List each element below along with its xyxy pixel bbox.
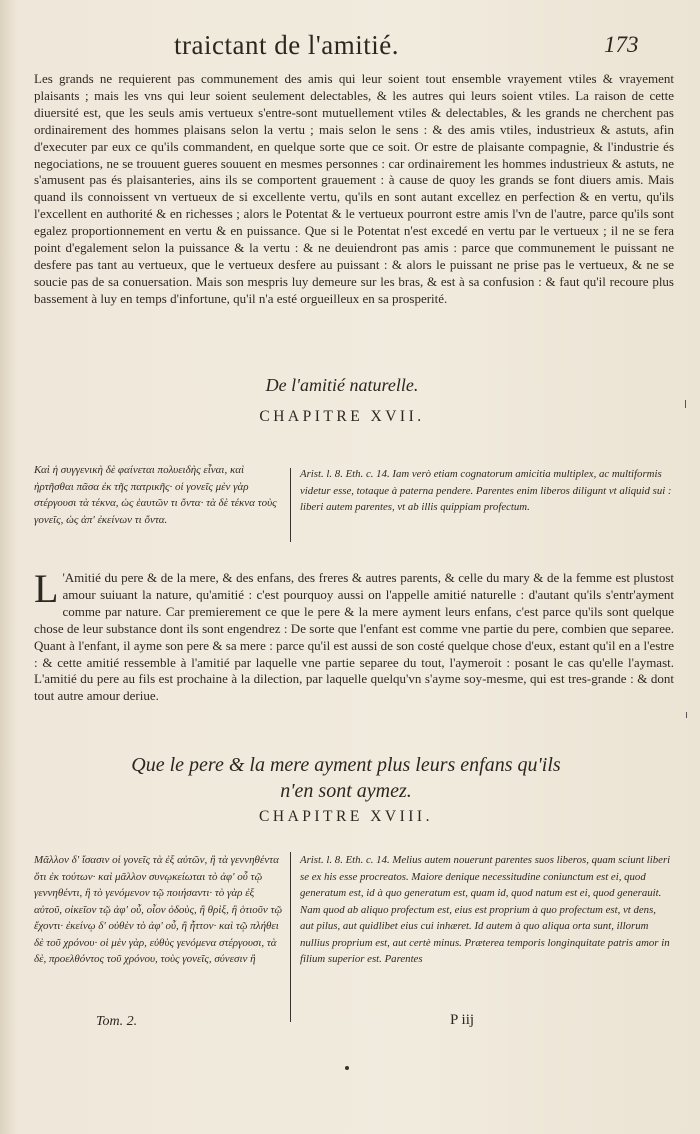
greek-quotation-2: Μᾶλλον δ' ἴσασιν οἱ γονεῖς τὰ ἐξ αὐτῶν, ἢ τὰ γεννηθέντα ὅτι ἐκ τούτων· καὶ μᾶλλον συνῳκείωται τὸ ἀφ' οὗ τῷ γεννηθέντι, ἢ τὸ γενόμενον τῷ ποιήσαντι· τὸ γὰρ ἐξ αὐτοῦ, οἰκεῖον τῷ ἀφ' οὗ, οἷον ὀδοὺς, ἢ θρὶξ, ἢ ὁτιοῦν τῷ ἔχοντι· ἐκείνῳ δ' οὐθὲν τὸ ἀφ' οὗ, ἢ ἧττον· καὶ τῷ πλήθει δὲ τοῦ χρόνου· οἱ μὲν γὰρ, εὐθὺς γενόμενα στέργουσι, τὰ δὲ, προελθόντος τοῦ χρόνου, τοὺς γονεῖς, σύνεσιν ἢ [34, 854, 283, 965]
latin-quotation-2: Arist. l. 8. Eth. c. 14. Melius autem nouerunt parentes suos liberos, quam sciunt liberi se ex his esse procreatos. Maiore denique necessitudine coniunctum est ei, quod generatum est, id à quo generatum est, quam id, quod natum est ei, quod generauit. Nam quod ab aliquo profectum est, eius est proprium à quo profectum est, vt dens, aut pilus, aut quidlibet eius cui inhæret. Id autem à quo aliqua orta sunt, illorum nullius proprium est, aut certè minus. Præterea temporis longinquitate patris amor in filium superior est. Parentes [300, 854, 671, 965]
margin-mark [685, 400, 686, 408]
margin-mark [686, 712, 687, 718]
column-divider [290, 468, 291, 542]
greek-quotation-1: Καὶ ἡ συγγενικὴ δὲ φαίνεται πολυειδὴς εἶναι, καὶ ἠρτῆσθαι πᾶσα ἐκ τῆς πατρικῆς· οἱ γονεῖς μὲν γὰρ στέργουσι τὰ τέκνα, ὡς ἑαυτῶν τι ὄντα· τὰ δὲ τέκνα τοὺς γονεῖς, ὡς ἀπ' ἐκείνων τι ὄντα. [34, 464, 277, 526]
paragraph-2 [34, 566, 674, 705]
ink-dot [345, 1066, 349, 1070]
chapter-xvii-title: CHAPITRE XVII. [259, 408, 425, 425]
chapter-xviii-title: CHAPITRE XVIII. [259, 808, 433, 825]
running-title: traictant de l'amitié. [174, 30, 400, 60]
page-number: 173 [604, 32, 639, 57]
section-2-heading [0, 752, 696, 804]
gathering-mark: P iij [450, 1012, 475, 1028]
section-2-heading-line-2: n'en sont aymez. [280, 780, 412, 802]
latin-quotation-1: Arist. l. 8. Eth. c. 14. Iam verò etiam cognatorum amicitia multiplex, ac multiformis videtur esse, totaque à paterna pendere. Parentes enim liberos diligunt vt aliquid sui : liberi autem parentes, vt ab illis quippiam profectum. [300, 468, 672, 513]
section-2-heading-line-1: Que le pere & la mere ayment plus leurs enfans qu'ils [131, 754, 561, 776]
column-divider [290, 852, 291, 1022]
section-1-heading: De l'amitié naturelle. [265, 375, 419, 395]
drop-cap: L [34, 566, 59, 611]
paragraph-2-text: 'Amitié du pere & de la mere, & des enfans, des freres & autres parents, & celle du mary & de la femme est plustost amour suiuant la nature, qu'amitié : c'est pourquoy aussi on l'appelle amitié naturelle : d'autant qu'ils s'entr'ayment comme par nature. Car premierement ce que le pere & la mere ayment leurs enfans, c'est parce qu'ils sont quelque chose de leur substance dont ils sont engendrez : De sorte que l'enfant est comme vne partie du pere, combien que separee. Quant à l'enfant, il ayme son pere & sa mere : parce qu'il est aussi de son costé quelque chose d'eux, estant qu'il en a l'estre : & cette amitié ressemble à l'amitié par laquelle vne partie separee du tout, l'aymeroit : posant le cas qu'elle l'aymast. L'amitié du pere au fils est prochaine à la dilection, par laquelle quelqu'vn s'ayme soy-mesme, qui est tres-grande : & dont tout autre amour deriue. [34, 570, 674, 704]
signature-mark: Tom. 2. [96, 1014, 138, 1029]
paragraph-1: Les grands ne requierent pas communement des amis qui leur soient tout ensemble vrayement vtiles & vrayement plaisants ; mais les vns qui leur soient seulement delectables, & les autres qui leurs soient vtiles. La raison de cette diuersité est, que les seuls amis vertueux s'entre-sont mutuellement vtiles & delectables, & les grands ne cherchent pas ordinairement des hommes plaisans selon la vertu ; mais selon le sens : & des amis vtiles, industrieux & astuts, afin d'executer par eux ce qu'ils commandent, en quelque sorte que ce soit. Or estre de plaisante compagnie, & l'industrie és negociations, ne se trouuent gueres souuent en mesmes personnes : car ordinairement les hommes industrieux & astuts, ne s'amusent pas és plaisanteries, ains ils se comportent grauement : à cause de quoy les grands se font diuers amis. Mais quand ils connoissent vn vertueux de si excellente vertu, qu'ils en sont autant excellez en perfection & en vertu, qu'ils l'excellent en authorité & en richesses ; alors le Potentat & le vertueux pourront estre amis l'vn de l'autre, parce qu'ils sont egalez proportionnement en vertu & en puissance. Que si le Potentat n'est excedé en vertu par le vertueux ; il ne se fera point d'egalement selon la puissance & la vertu : & ne deuiendront pas amis : parce que communement le puissant ne desfere pas tant au vertueux, que le vertueux desfere au puissant : & alors le puissant ne prise pas le vertueux, & ne se soucie pas de sa conuersation. Mais son mespris luy demeure sur les bras, & est à sa confusion : & faut qu'il recoure plus bassement à luy en temps d'infortune, qu'il n'a esté orgueilleux en sa prosperité. [34, 71, 674, 306]
page-header [0, 30, 700, 70]
